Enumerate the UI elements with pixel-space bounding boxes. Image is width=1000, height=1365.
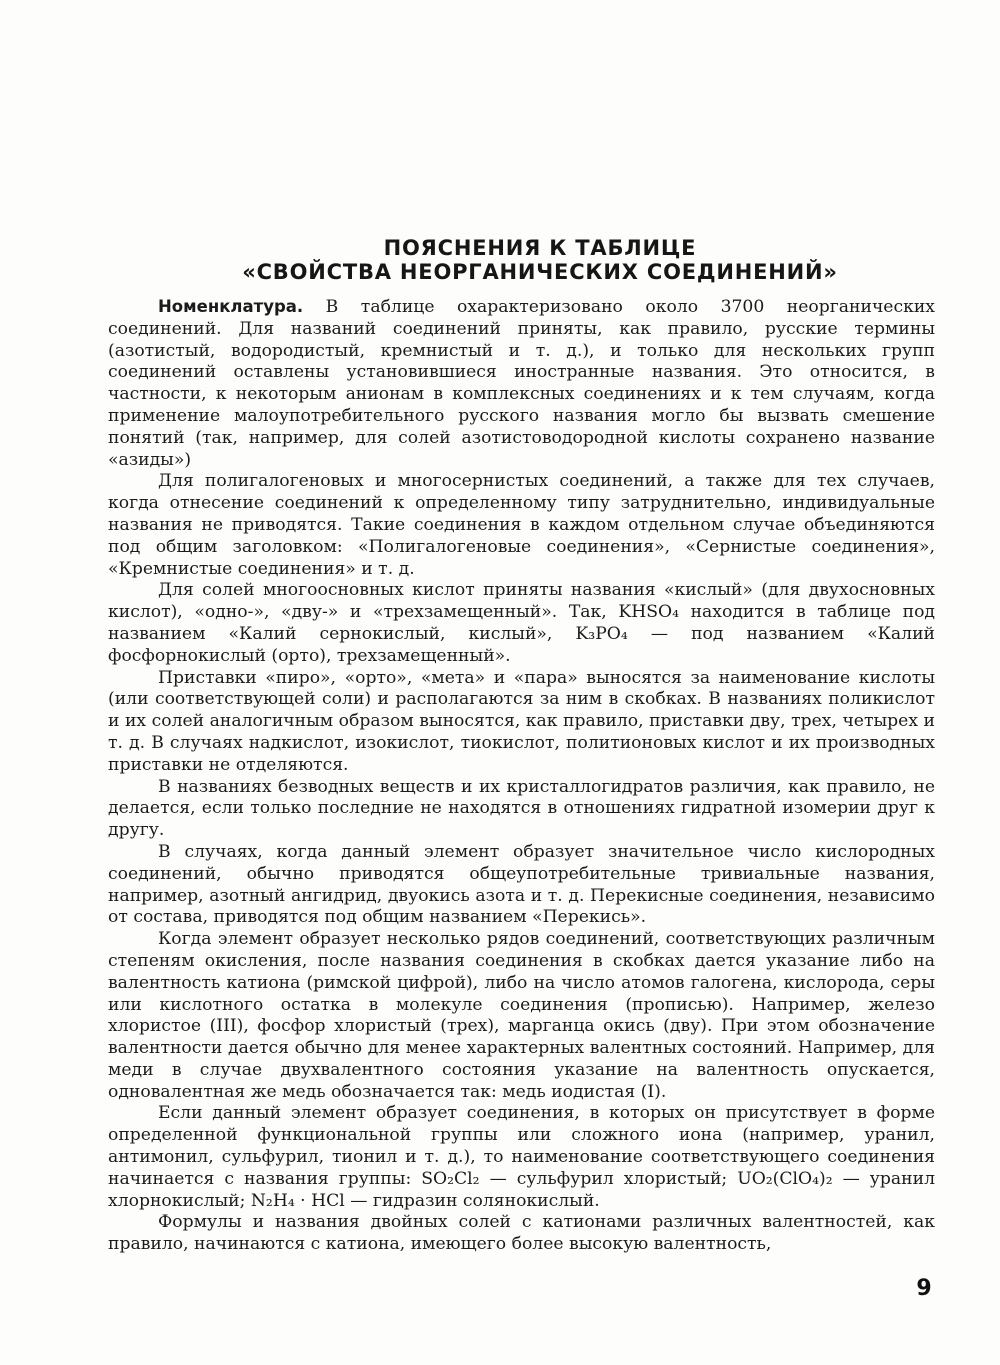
paragraph-double-salts: Формулы и названия двойных солей с катионами различных валентностей, как правило, начинаются с катиона, имеющего более высокую валентность,	[108, 1212, 935, 1255]
paragraph-polyhalogen: Для полигалогеновых и многосернистых соединений, а также для тех случаев, когда отнесение соединений к определенному типу затруднительно, индивидуальные названия не приводятся. Такие соединения в каждом отдельном случае объединяются под общим заголовком: «Полигалогеновые соединения», «Сернистые соединения», «Кремнистые соединения» и т. д.	[108, 471, 935, 579]
paragraph-prefixes: Приставки «пиро», «орто», «мета» и «пара» выносятся за наименование кислоты (или соответствующей соли) и располагаются за ним в скобках. В названиях поликислот и их солей аналогичным образом выносятся, как правило, приставки дву, трех, четырех и т. д. В случаях надкислот, изокислот, тиокислот, политионовых кислот и их производных приставки не отделяются.	[108, 667, 935, 775]
heading-line-1: ПОЯСНЕНИЯ К ТАБЛИЦЕ	[383, 236, 697, 260]
paragraph-anhydrous: В названиях безводных веществ и их кристаллогидратов различия, как правило, не делается, если только последние не находятся в отношениях гидратной изомерии друг к другу.	[108, 776, 935, 841]
paragraph-text: В таблице охарактеризовано около 3700 неорганических соединений. Для названий соединений приняты, как правило, русские термины (азотистый, водородистый, кремнистый и т. д.), и только для нескольких групп соединений оставлены установившиеся иностранные названия. Это относится, в частности, к некоторым анионам в комплексных соединениях и к тем случаям, когда применение малоупотребительного русского названия могло бы вызвать смешение понятий (так, например, для солей азотистоводородной кислоты сохранено название «азиды»)	[108, 297, 935, 470]
paragraph-oxygen-compounds: В случаях, когда данный элемент образует значительное число кислородных соединений, обычно приводятся общеупотребительные тривиальные названия, например, азотный ангидрид, двуокись азота и т. д. Перекисные соединения, независимо от состава, приводятся под общим названием «Перекись».	[108, 841, 935, 928]
paragraph-oxidation-states: Когда элемент образует несколько рядов соединений, соответствующих различным степеням окисления, после названия соединения в скобках дается указание либо на валентность катиона (римской цифрой), либо на число атомов галогена, кислорода, серы или кислотного остатка в молекуле соединения (прописью). Например, железо хлористое (III), фосфор хлористый (трех), марганца окись (дву). При этом обозначение валентности дается обычно для менее характерных валентных состояний. Например, для меди в случае двухвалентного состояния указание на валентность опускается, одновалентная же медь обозначается так: медь иодистая (I).	[108, 929, 935, 1102]
section-heading	[100, 236, 980, 284]
page-number: 9	[916, 1276, 932, 1301]
heading-line-2: «СВОЙСТВА НЕОРГАНИЧЕСКИХ СОЕДИНЕНИЙ»	[242, 260, 838, 284]
paragraph-nomenclature	[108, 296, 935, 471]
paragraph-functional-groups: Если данный элемент образует соединения, в которых он присутствует в форме определенной функциональной группы или сложного иона (например, уранил, антимонил, сульфурил, тионил и т. д.), то наименование соответствующего соединения начинается с названия группы: SO₂Cl₂ — сульфурил хлористый; UO₂(ClO₄)₂ — уранил хлорнокислый; N₂H₄ · HCl — гидразин солянокислый.	[108, 1103, 935, 1211]
body-text	[108, 296, 935, 1256]
paragraph-acid-salts: Для солей многоосновных кислот приняты названия «кислый» (для двухосновных кислот), «одно-», «дву-» и «трехзамещенный». Так, KHSO₄ находится в таблице под названием «Калий сернокислый, кислый», K₃PO₄ — под названием «Калий фосфорнокислый (орто), трехзамещенный».	[108, 580, 935, 666]
nomenclature-term: Номенклатура.	[158, 297, 304, 316]
